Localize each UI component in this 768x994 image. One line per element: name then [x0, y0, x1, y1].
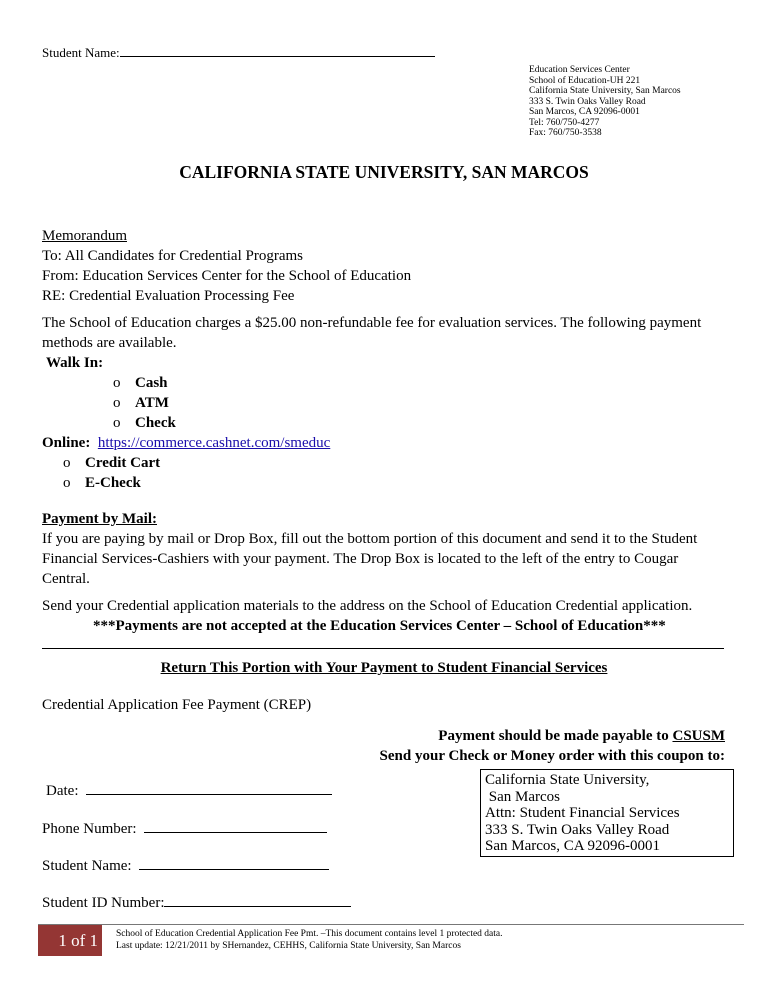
mail-line: Central.	[42, 571, 90, 587]
payable-line	[438, 726, 725, 746]
address-block	[529, 65, 681, 139]
online-label: Online:	[42, 435, 91, 451]
memo-heading: Memorandum	[42, 228, 127, 244]
field-label: Date:	[46, 783, 79, 799]
mail-to-line: San Marcos	[485, 788, 560, 805]
student-name-field[interactable]	[42, 856, 329, 876]
mail-to-line: San Marcos, CA 92096-0001	[485, 838, 660, 854]
field-label: Student ID Number:	[42, 895, 165, 911]
walk-in-cash: Cash	[135, 375, 168, 391]
footer-text	[116, 928, 503, 952]
mail-heading: Payment by Mail:	[42, 511, 157, 527]
bullet: o	[113, 395, 121, 411]
phone-field[interactable]	[42, 819, 327, 839]
footer-line: School of Education Credential Application Fee Pmt. –This document contains level 1 protected data.	[116, 929, 503, 939]
mail-to-line: Attn: Student Financial Services	[485, 805, 680, 821]
address-line: School of Education-UH 221	[529, 75, 641, 86]
mail-line: Financial Services-Cashiers with your payment. The Drop Box is located to the left of the entry to Cougar	[42, 551, 679, 567]
student-id-field[interactable]	[42, 893, 351, 913]
intro-line: The School of Education charges a $25.00 non-refundable fee for evaluation services. The following payment	[42, 315, 702, 331]
address-line: San Marcos, CA 92096-0001	[529, 107, 640, 117]
bullet: o	[63, 455, 71, 471]
page-title: CALIFORNIA STATE UNIVERSITY, SAN MARCOS	[179, 162, 589, 182]
payable-to: CSUSM	[672, 728, 725, 744]
online-row	[42, 433, 330, 453]
address-line: Tel: 760/750-4277	[529, 117, 600, 128]
return-heading: Return This Portion with Your Payment to Student Financial Services	[160, 660, 608, 676]
walk-in-check: Check	[135, 415, 176, 431]
date-field[interactable]	[46, 781, 332, 801]
student-id-input-line[interactable]	[164, 894, 351, 907]
intro-line: methods are available.	[42, 335, 177, 351]
memo-re: RE: Credential Evaluation Processing Fee	[42, 288, 295, 304]
address-line: Fax: 760/750-3538	[529, 128, 602, 138]
address-line: California State University, San Marcos	[529, 86, 681, 96]
online-credit: Credit Cart	[85, 455, 161, 471]
address-line: Education Services Center	[529, 65, 630, 75]
field-label: Student Name:	[42, 858, 132, 874]
mail-line: If you are paying by mail or Drop Box, fill out the bottom portion of this document and send it to the Student	[42, 531, 698, 547]
date-input-line[interactable]	[86, 782, 332, 795]
student-name-input-line[interactable]	[139, 857, 329, 870]
label: Student Name:	[42, 45, 120, 60]
not-accepted-notice: ***Payments are not accepted at the Education Services Center – School of Education***	[93, 618, 666, 634]
mail-to-line: 333 S. Twin Oaks Valley Road	[485, 821, 670, 838]
phone-input-line[interactable]	[144, 820, 327, 833]
payable-prefix: Payment should be made payable to	[438, 728, 673, 744]
blank-line	[120, 44, 435, 57]
memo-to: To: All Candidates for Credential Programs	[42, 248, 303, 264]
walk-in-atm: ATM	[135, 395, 169, 411]
memo-from: From: Education Services Center for the School of Education	[42, 268, 412, 284]
online-echeck: E-Check	[85, 475, 141, 491]
student-name-header	[42, 44, 435, 61]
fee-title: Credential Application Fee Payment (CREP)	[42, 697, 312, 713]
page-number: 1 of 1	[38, 925, 102, 956]
send-check-line: Send your Check or Money order with this coupon to:	[379, 748, 725, 764]
footer-line: Last update: 12/21/2011 by SHernandez, CEHHS, California State University, San Marcos	[116, 941, 461, 951]
bullet: o	[63, 475, 71, 491]
walk-in-label: Walk In:	[46, 355, 104, 371]
send-materials: Send your Credential application materials to the address on the School of Education Credential application.	[42, 598, 693, 614]
bullet: o	[113, 375, 121, 391]
bullet: o	[113, 415, 121, 431]
cashnet-link[interactable]: https://commerce.cashnet.com/smeduc	[97, 435, 331, 451]
field-label: Phone Number:	[42, 821, 137, 837]
address-line: 333 S. Twin Oaks Valley Road	[529, 96, 646, 107]
mail-to-box	[480, 769, 734, 857]
mail-to-line: California State University,	[485, 772, 650, 788]
footer-rule	[38, 924, 744, 925]
cut-line	[42, 648, 724, 649]
